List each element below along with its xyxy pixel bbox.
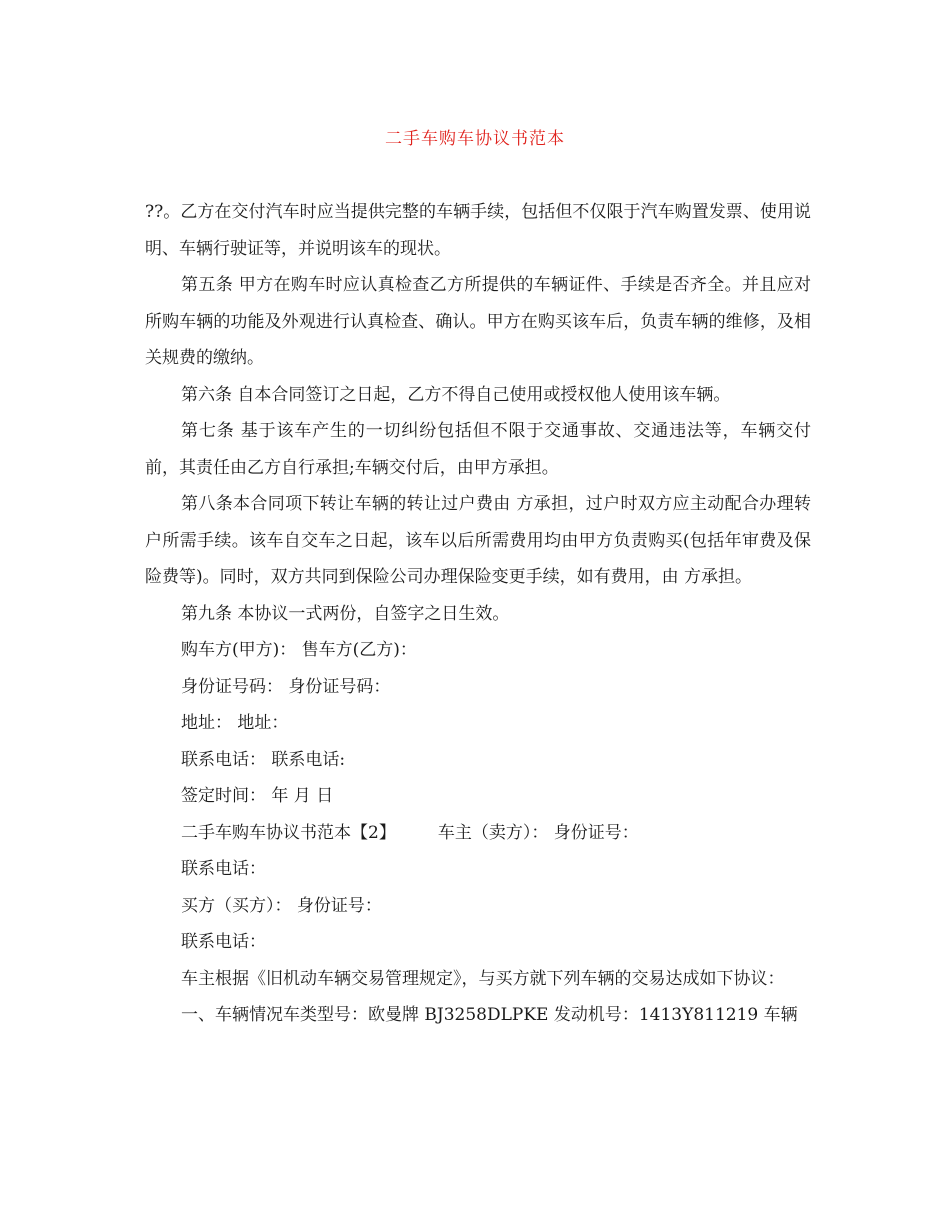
buyer-seller-line: 购车方(甲方)： 售车方(乙方)：: [181, 640, 417, 660]
paragraph-article-9: 第九条 本协议一式两份，自签字之日生效。: [181, 603, 510, 624]
seller-phone-line: 联系电话：: [181, 859, 266, 879]
part2-seller: 车主（卖方）： 身份证号：: [437, 822, 639, 843]
agreement-intro-paragraph: 车主根据《旧机动车辆交易管理规定》，与买方就下列车辆的交易达成如下协议：: [181, 968, 785, 989]
buyer-phone-line: 联系电话：: [181, 932, 266, 952]
buyer-id-line: 买方（买方）： 身份证号：: [181, 895, 382, 916]
part2-heading-line: [145, 815, 811, 852]
vehicle-info-paragraph: 一、车辆情况车类型号：欧曼牌 BJ3258DLPKE 发动机号：1413Y811219 车辆: [181, 1005, 798, 1025]
paragraph-article-7: 第七条 基于该车产生的一切纠纷包括但不限于交通事故、交通违法等，车辆交付前，其责任由乙方自行承担;车辆交付后，由甲方承担。: [145, 421, 811, 478]
part2-heading: 二手车购车协议书范本【2】: [181, 822, 396, 843]
paragraph-article-6: 第六条 自本合同签订之日起，乙方不得自己使用或授权他人使用该车辆。: [181, 384, 731, 405]
phone-line: 联系电话： 联系电话:: [181, 749, 346, 770]
signing-date-line: 签定时间： 年 月 日: [181, 786, 334, 806]
paragraph-continuation: ??。乙方在交付汽车时应当提供完整的车辆手续，包括但不仅限于汽车购置发票、使用说明、车辆行驶证等，并说明该车的现状。: [145, 202, 811, 259]
paragraph-article-8: 第八条本合同项下转让车辆的转让过户费由 方承担，过户时双方应主动配合办理转户所需手续。该车自交车之日起，该车以后所需费用均由甲方负责购买(包括年审费及保险费等)。同时，双方共同到保险公司办理保险变更手续，如有费用，由 方承担。: [145, 494, 811, 587]
address-line: 地址： 地址：: [181, 713, 289, 733]
document-body: [145, 194, 811, 1034]
id-number-line: 身份证号码： 身份证号码：: [181, 676, 391, 697]
paragraph-article-5: 第五条 甲方在购车时应认真检查乙方所提供的车辆证件、手续是否齐全。并且应对所购车辆的功能及外观进行认真检查、确认。甲方在购买该车后，负责车辆的维修，及相关规费的缴纳。: [145, 275, 811, 368]
document-title: 二手车购车协议书范本: [385, 129, 565, 149]
